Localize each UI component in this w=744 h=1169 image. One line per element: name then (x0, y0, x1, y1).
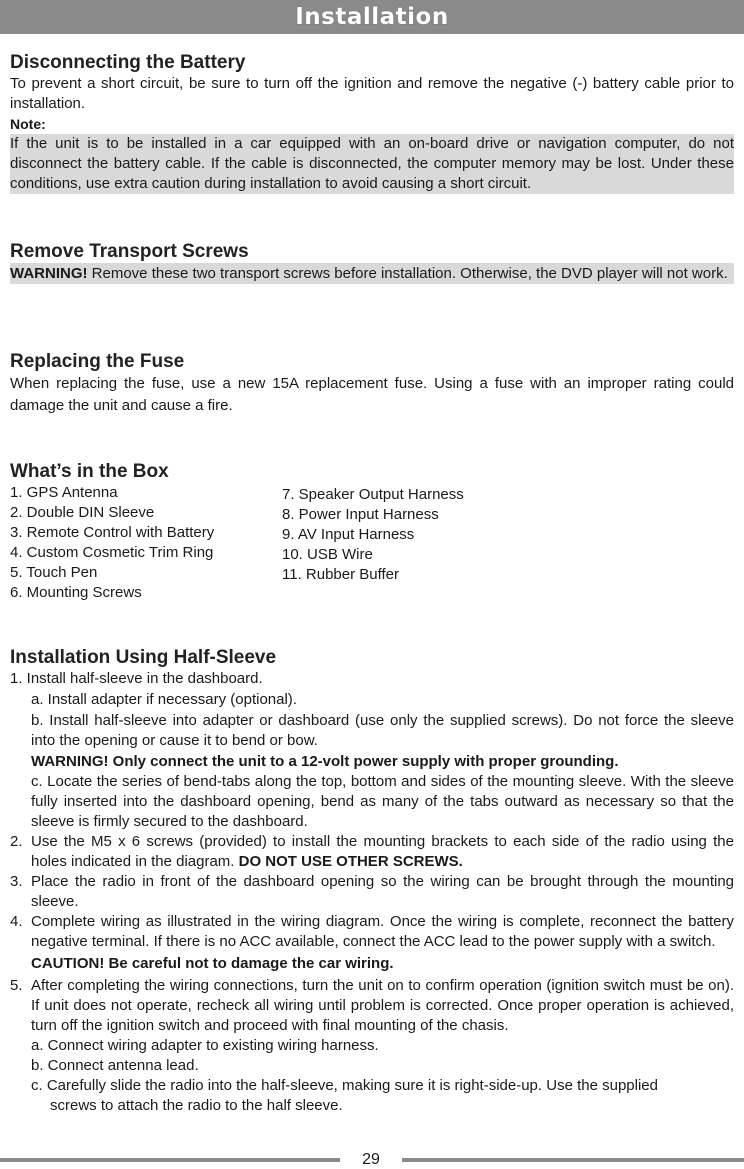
list-item: 7. Speaker Output Harness (282, 486, 464, 503)
step-5 (10, 976, 734, 1036)
battery-body: To prevent a short circuit, be sure to turn off the ignition and remove the negative (-) battery cable prior to installation. (10, 75, 734, 112)
step-number: 3. (10, 873, 23, 890)
footer-rule-right (402, 1158, 744, 1162)
warning-text: WARNING! Only connect the unit to a 12-volt power supply with proper grounding. (31, 753, 619, 770)
contents-column-2 (282, 483, 464, 603)
step-emphasis: DO NOT USE OTHER SCREWS. (238, 853, 463, 870)
list-item: 1. GPS Antenna (10, 484, 118, 501)
warning-body: Remove these two transport screws before installation. Otherwise, the DVD player will not work. (87, 265, 728, 282)
step-number: 4. (10, 913, 23, 930)
list-item: 8. Power Input Harness (282, 506, 439, 523)
section-fuse (10, 351, 734, 417)
section-battery (10, 52, 734, 194)
step-5c-line-2: screws to attach the radio to the half sleeve. (50, 1097, 343, 1114)
section-transport-screws (10, 241, 734, 284)
list-item: 3. Remote Control with Battery (10, 524, 215, 541)
list-item: 2. Double DIN Sleeve (10, 504, 155, 521)
step-text: Complete wiring as illustrated in the wiring diagram. Once the wiring is complete, reconnect the battery negative terminal. If there is no ACC available, connect the ACC lead to the power supply with a switch. (31, 913, 734, 950)
footer-rule-left (0, 1158, 340, 1162)
fuse-body: When replacing the fuse, use a new 15A replacement fuse. Using a fuse with an improper rating could damage the unit and cause a fire. (10, 375, 734, 414)
list-item: 11. Rubber Buffer (282, 566, 400, 583)
contents-column-1 (10, 483, 282, 603)
step-1c: c. Locate the series of bend-tabs along the top, bottom and sides of the mounting sleeve. With the sleeve fully inserted into the dashboard opening, bend as many of the tabs outward as necessary so that the sleeve is firmly secured to the dashboard. (31, 773, 734, 830)
section-heading: Replacing the Fuse (10, 351, 185, 372)
step-5b: b. Connect antenna lead. (31, 1057, 199, 1074)
section-heading: What’s in the Box (10, 461, 169, 482)
step-1: 1. Install half-sleeve in the dashboard. (10, 670, 263, 687)
step-text: Place the radio in front of the dashboard opening so the wiring can be brought through the mounting sleeve. (31, 873, 734, 910)
list-item: 4. Custom Cosmetic Trim Ring (10, 544, 214, 561)
page-header (0, 0, 744, 34)
list-item: 6. Mounting Screws (10, 584, 142, 601)
section-box-contents (10, 461, 734, 603)
caution-text: CAUTION! Be careful not to damage the car wiring. (31, 955, 394, 972)
list-item: 5. Touch Pen (10, 564, 98, 581)
step-text: After completing the wiring connections, turn the unit on to confirm operation (ignition switch must be on). If unit does not operate, recheck all wiring until problem is corrected. Once proper operation is achieved, turn off the ignition switch and proceed with final mounting of the chasis. (31, 977, 734, 1034)
step-number: 5. (10, 977, 23, 994)
page-footer (0, 1152, 744, 1168)
section-installation (10, 647, 734, 1116)
section-heading: Remove Transport Screws (10, 241, 249, 262)
page-title: Installation (295, 4, 449, 30)
note-label: Note: (10, 116, 46, 132)
step-text: Use the M5 x 6 screws (provided) to install the mounting brackets to each side of the radio using the holes indicated in the diagram. (31, 833, 734, 870)
step-number: 2. (10, 833, 23, 850)
step-2 (10, 832, 734, 872)
page-number: 29 (362, 1151, 380, 1168)
section-heading: Disconnecting the Battery (10, 52, 246, 73)
step-5c-line-1: c. Carefully slide the radio into the half-sleeve, making sure it is right-side-up. Use the supplied (31, 1077, 658, 1094)
step-3 (10, 872, 734, 912)
step-1a: a. Install adapter if necessary (optional). (31, 691, 297, 708)
step-5a: a. Connect wiring adapter to existing wiring harness. (31, 1037, 379, 1054)
step-1b: b. Install half-sleeve into adapter or dashboard (use only the supplied screws). Do not force the sleeve into the opening or cause it to bend or bow. (31, 712, 734, 749)
section-heading: Installation Using Half-Sleeve (10, 647, 277, 668)
list-item: 9. AV Input Harness (282, 526, 415, 543)
warning-text (10, 263, 734, 284)
contents-list (10, 483, 734, 603)
note-text: If the unit is to be installed in a car equipped with an on-board drive or navigation computer, do not disconnect the battery cable. If the cable is disconnected, the computer memory may be lost. Under these conditions, use extra caution during installation to avoid causing a short circuit. (10, 135, 734, 192)
warning-label: WARNING! (10, 265, 88, 282)
list-item: 10. USB Wire (282, 546, 373, 563)
step-4 (10, 912, 734, 952)
